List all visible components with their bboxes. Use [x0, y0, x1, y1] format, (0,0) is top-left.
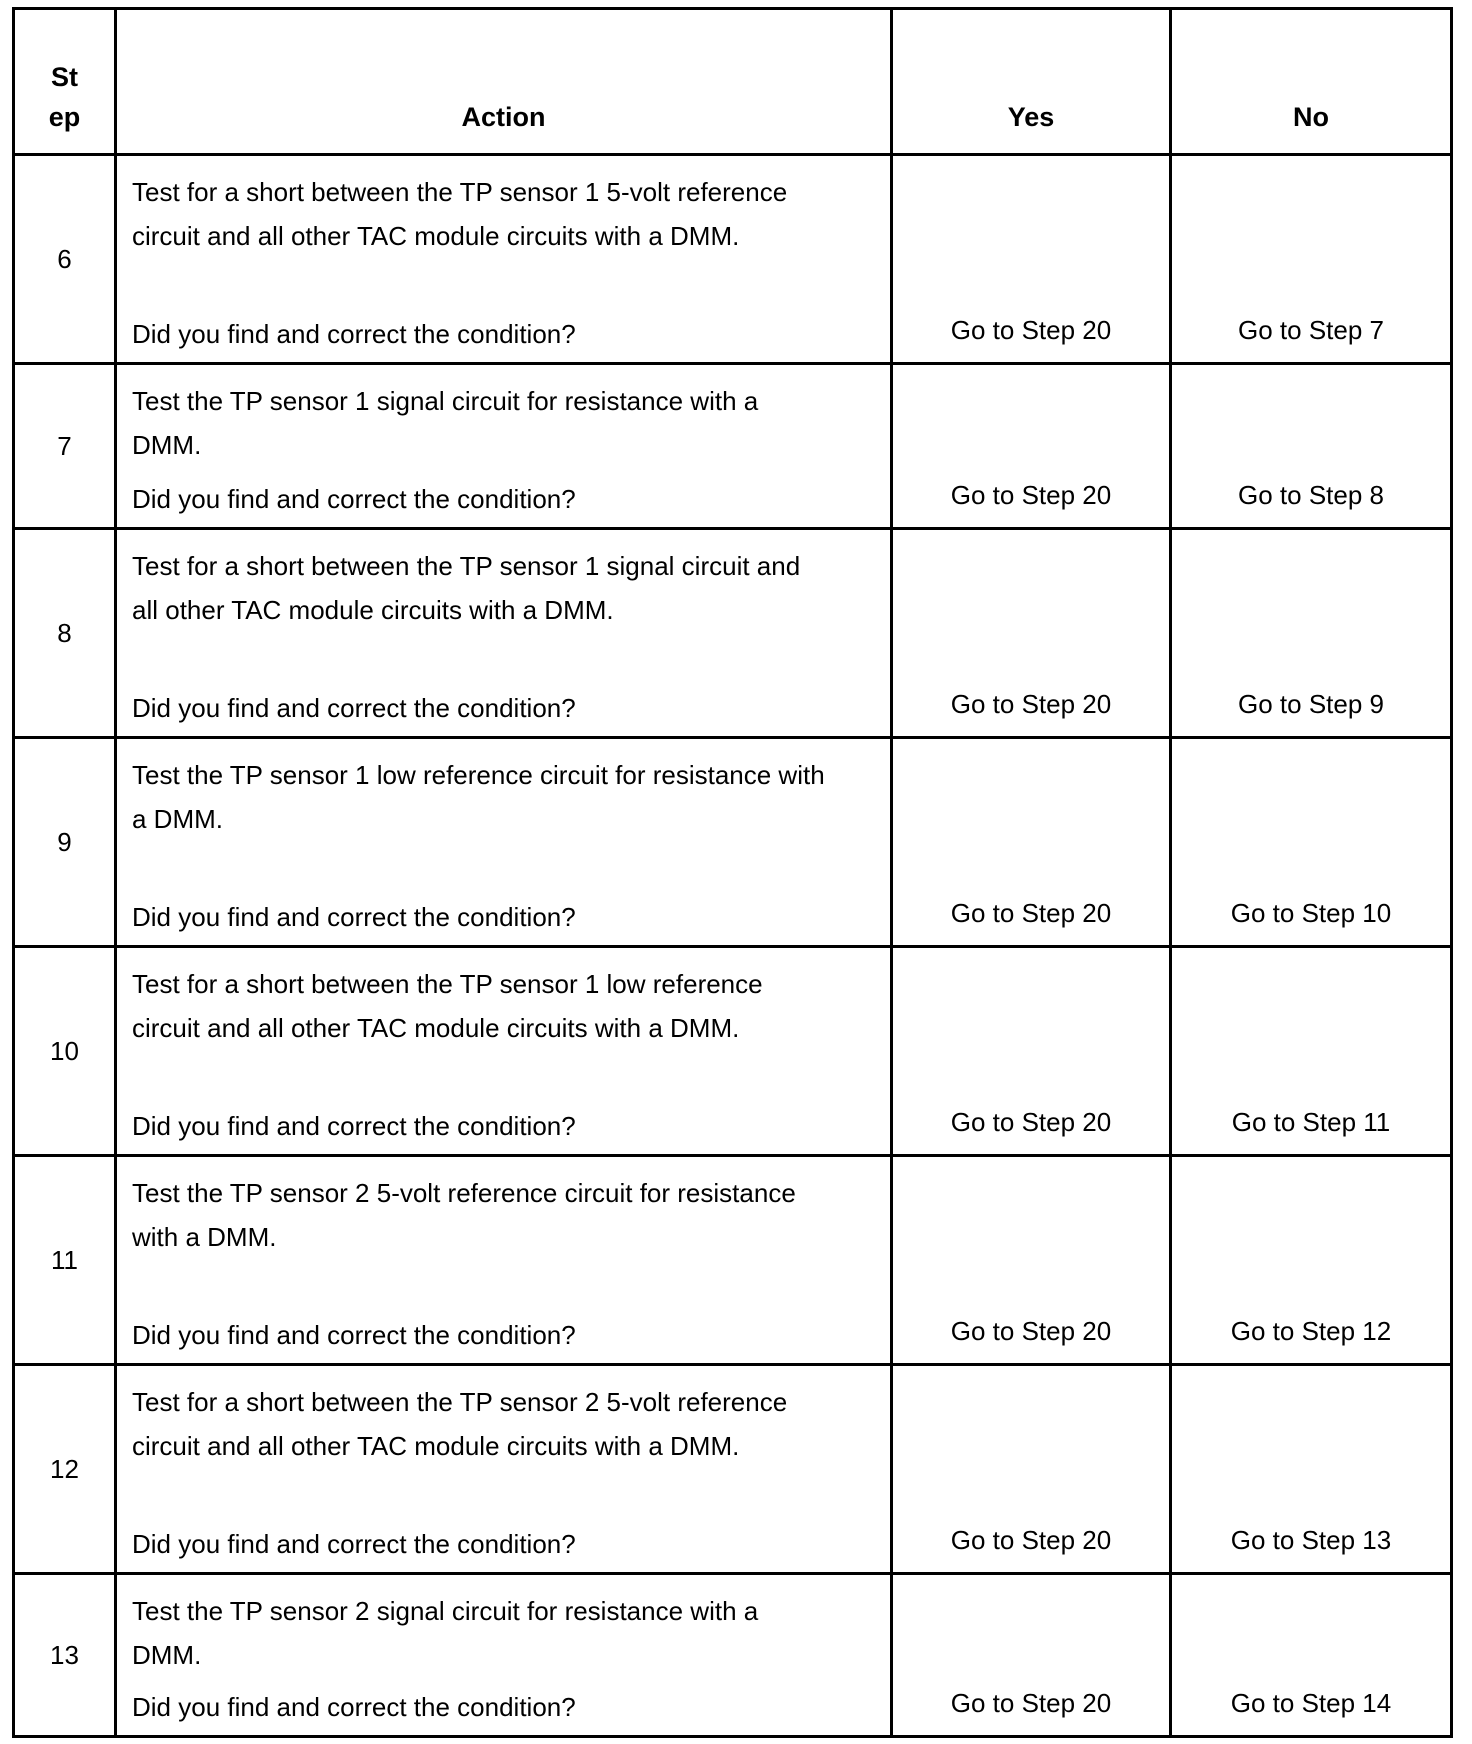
action-cell — [116, 1574, 892, 1737]
action-text: Test for a short between the TP sensor 1 low reference circuit and all other TAC module circuits with a DMM. — [132, 969, 763, 1043]
diagnostic-steps-table — [12, 7, 1453, 1738]
action-question: Did you find and correct the condition? — [132, 319, 576, 349]
action-cell — [116, 364, 892, 529]
action-question: Did you find and correct the condition? — [132, 693, 576, 723]
action-question: Did you find and correct the condition? — [132, 1529, 576, 1559]
yes-cell — [892, 364, 1171, 529]
action-question: Did you find and correct the condition? — [132, 1692, 576, 1722]
yes-result: Go to Step 20 — [950, 480, 1112, 510]
no-cell — [1171, 155, 1452, 364]
action-text: Test the TP sensor 1 low reference circuit for resistance with a DMM. — [132, 760, 825, 834]
no-result: Go to Step 11 — [1231, 1107, 1391, 1137]
yes-cell — [892, 1574, 1171, 1737]
no-result: Go to Step 10 — [1230, 898, 1392, 928]
no-cell — [1171, 738, 1452, 947]
table-row — [14, 1156, 1452, 1365]
yes-result: Go to Step 20 — [950, 1525, 1112, 1555]
no-cell — [1171, 1574, 1452, 1737]
table-row — [14, 738, 1452, 947]
yes-cell — [892, 738, 1171, 947]
yes-result: Go to Step 20 — [950, 1688, 1112, 1718]
no-result: Go to Step 8 — [1238, 480, 1384, 510]
no-cell — [1171, 529, 1452, 738]
yes-cell — [892, 947, 1171, 1156]
step-number: 12 — [14, 1365, 116, 1574]
action-text: Test for a short between the TP sensor 1 signal circuit and all other TAC module circuits with a DMM. — [132, 551, 801, 625]
no-result: Go to Step 12 — [1230, 1316, 1392, 1346]
action-cell — [116, 947, 892, 1156]
action-question: Did you find and correct the condition? — [132, 1320, 576, 1350]
yes-result: Go to Step 20 — [950, 898, 1112, 928]
action-text: Test the TP sensor 2 5-volt reference circuit for resistance with a DMM. — [132, 1178, 796, 1252]
yes-result: Go to Step 20 — [950, 689, 1112, 719]
table-row — [14, 1574, 1452, 1737]
no-cell — [1171, 947, 1452, 1156]
yes-cell — [892, 155, 1171, 364]
action-text: Test for a short between the TP sensor 1 5-volt reference circuit and all other TAC module circuits with a DMM. — [132, 177, 788, 251]
action-column-header: Action — [116, 9, 892, 155]
action-question: Did you find and correct the condition? — [132, 1111, 576, 1141]
no-cell — [1171, 1156, 1452, 1365]
step-number: 10 — [14, 947, 116, 1156]
action-text: Test the TP sensor 2 signal circuit for resistance with a DMM. — [132, 1596, 759, 1670]
action-cell — [116, 738, 892, 947]
no-result: Go to Step 9 — [1238, 689, 1384, 719]
step-header-line-2: ep — [48, 102, 81, 132]
yes-cell — [892, 1156, 1171, 1365]
no-column-header: No — [1171, 9, 1452, 155]
yes-cell — [892, 529, 1171, 738]
step-number: 9 — [14, 738, 116, 947]
step-number: 11 — [14, 1156, 116, 1365]
table-row — [14, 155, 1452, 364]
yes-cell — [892, 1365, 1171, 1574]
step-header-line-1: St — [51, 62, 78, 92]
no-cell — [1171, 1365, 1452, 1574]
action-cell — [116, 529, 892, 738]
table-row — [14, 1365, 1452, 1574]
action-cell — [116, 1365, 892, 1574]
yes-result: Go to Step 20 — [950, 1107, 1112, 1137]
step-number: 6 — [14, 155, 116, 364]
yes-column-header: Yes — [892, 9, 1171, 155]
yes-result: Go to Step 20 — [950, 1316, 1112, 1346]
action-cell — [116, 155, 892, 364]
action-text: Test for a short between the TP sensor 2 5-volt reference circuit and all other TAC module circuits with a DMM. — [132, 1387, 788, 1461]
step-column-header — [14, 9, 116, 155]
header-row — [14, 9, 1452, 155]
step-number: 7 — [14, 364, 116, 529]
yes-result: Go to Step 20 — [950, 315, 1112, 345]
no-cell — [1171, 364, 1452, 529]
no-result: Go to Step 14 — [1230, 1688, 1392, 1718]
table-row — [14, 364, 1452, 529]
step-number: 8 — [14, 529, 116, 738]
no-result: Go to Step 13 — [1230, 1525, 1392, 1555]
action-cell — [116, 1156, 892, 1365]
step-number: 13 — [14, 1574, 116, 1737]
action-text: Test the TP sensor 1 signal circuit for resistance with a DMM. — [132, 386, 759, 460]
action-question: Did you find and correct the condition? — [132, 484, 576, 514]
action-question: Did you find and correct the condition? — [132, 902, 576, 932]
no-result: Go to Step 7 — [1238, 315, 1384, 345]
table-row — [14, 529, 1452, 738]
table-row — [14, 947, 1452, 1156]
